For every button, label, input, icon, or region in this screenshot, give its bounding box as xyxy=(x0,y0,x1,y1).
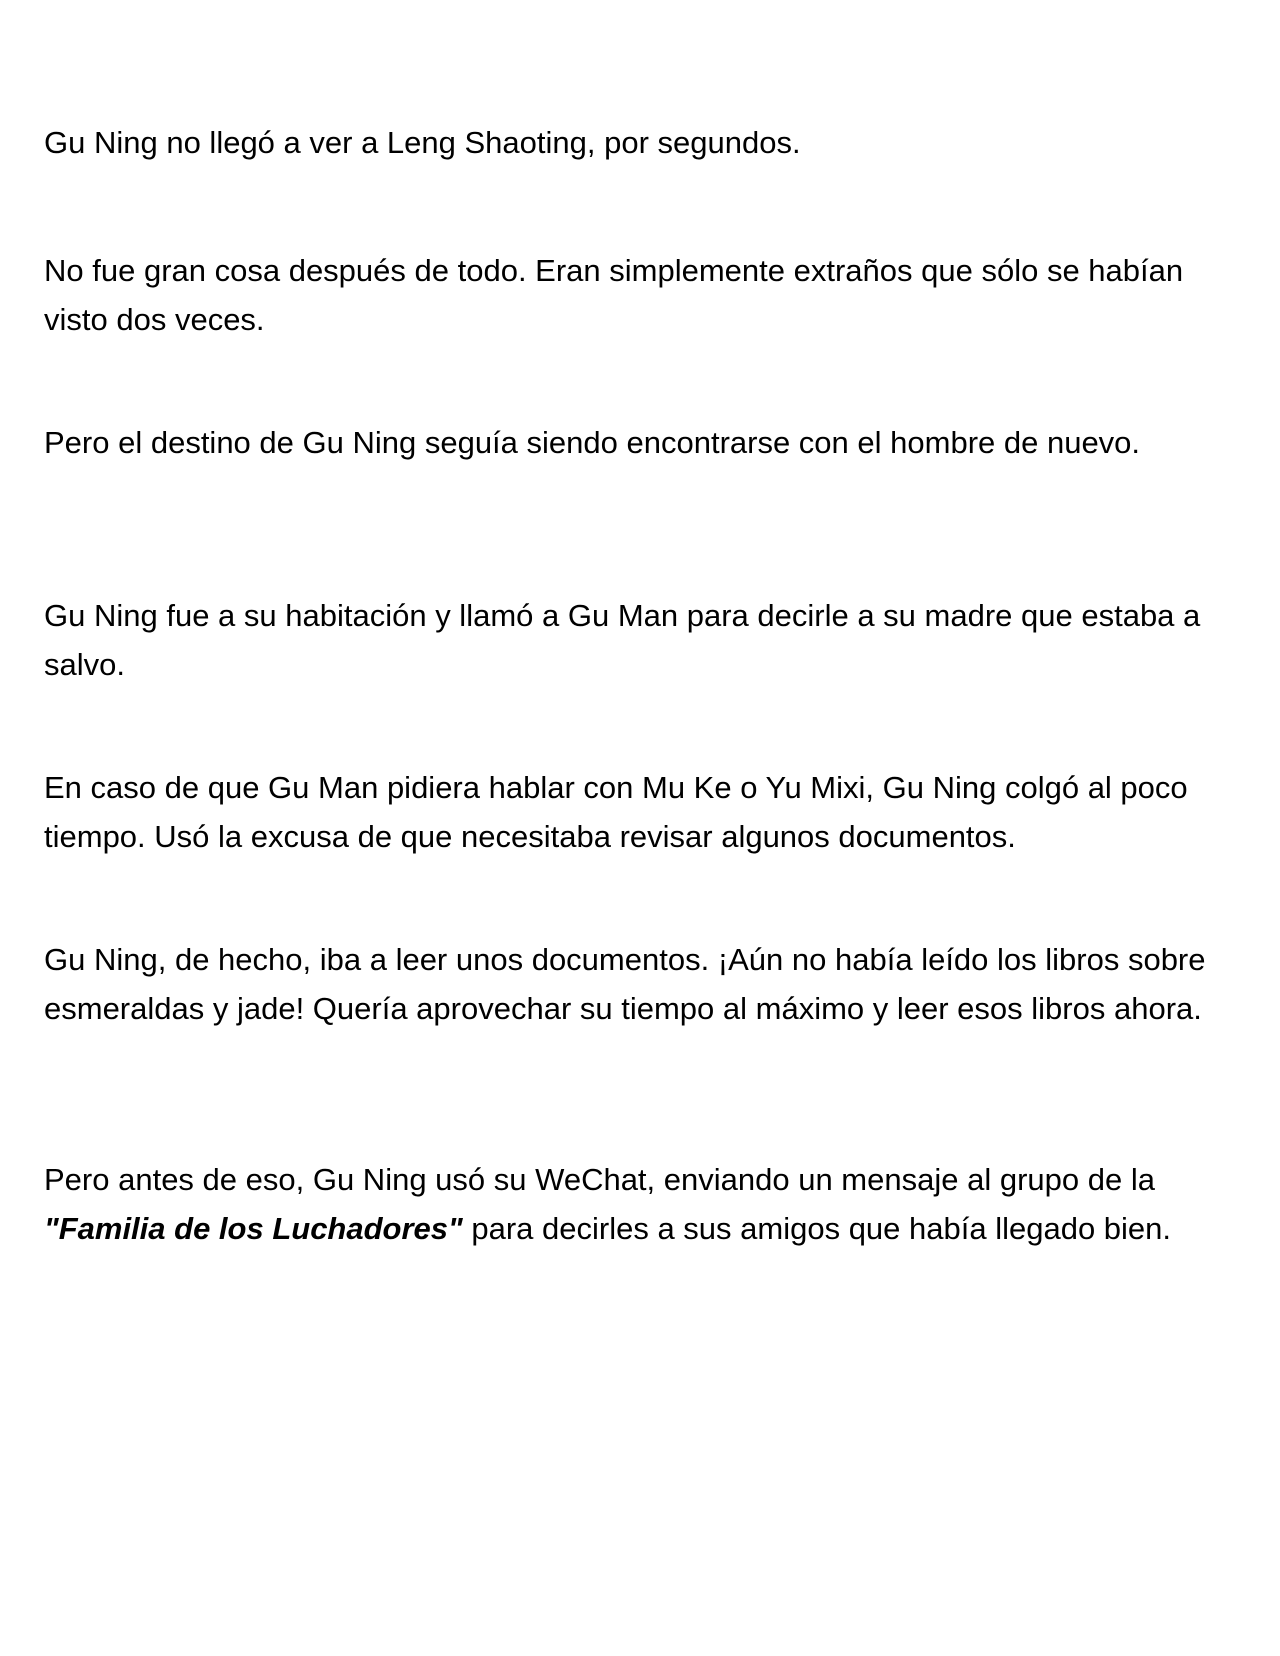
paragraph-4: Gu Ning fue a su habitación y llamó a Gu Man para decirle a su madre que estaba a salvo. xyxy=(44,598,1201,682)
paragraph-5: En caso de que Gu Man pidiera hablar con Mu Ke o Yu Mixi, Gu Ning colgó al poco tiempo. Usó la excusa de que necesitaba revisar algunos documentos. xyxy=(44,770,1188,854)
paragraph-7 xyxy=(44,1155,1244,1253)
paragraph-6: Gu Ning, de hecho, iba a leer unos documentos. ¡Aún no había leído los libros sobre esmeraldas y jade! Quería aprovechar su tiempo al máximo y leer esos libros ahora. xyxy=(44,942,1206,1026)
paragraph-7-text-before: Pero antes de eso, Gu Ning usó su WeChat, enviando un mensaje al grupo de la xyxy=(44,1162,1155,1197)
paragraph-7-text-after: para decirles a sus amigos que había llegado bien. xyxy=(462,1211,1172,1246)
paragraph-1: Gu Ning no llegó a ver a Leng Shaoting, por segundos. xyxy=(44,125,801,160)
group-name-emphasis: "Familia de los Luchadores" xyxy=(44,1211,463,1246)
paragraph-2: No fue gran cosa después de todo. Eran simplemente extraños que sólo se habían visto dos veces. xyxy=(44,253,1184,337)
paragraph-3: Pero el destino de Gu Ning seguía siendo encontrarse con el hombre de nuevo. xyxy=(44,425,1141,460)
